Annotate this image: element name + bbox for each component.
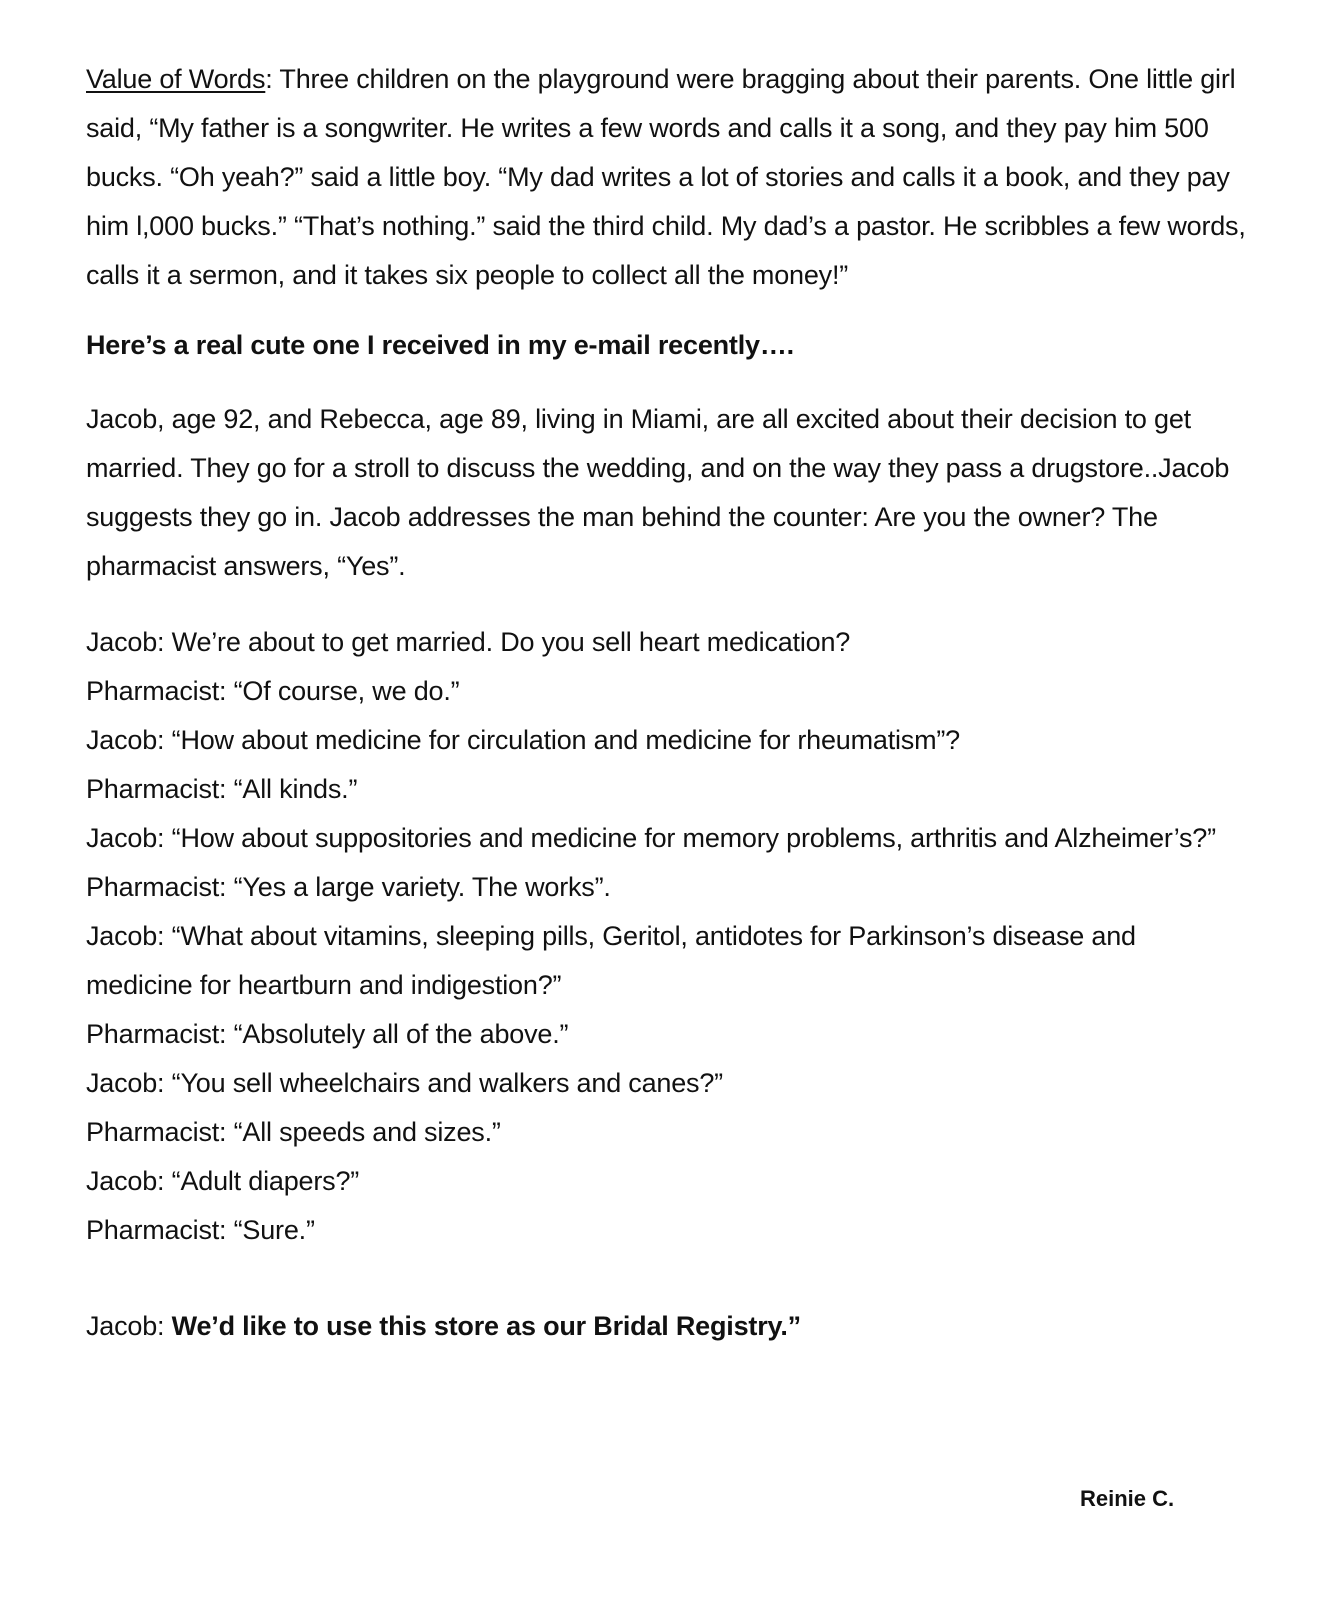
dialogue-line: Pharmacist: “Of course, we do.” — [86, 676, 460, 706]
email-intro-heading: Here’s a real cute one I received in my e-mail recently…. — [86, 330, 794, 360]
dialogue-line: Jacob: “How about medicine for circulation and medicine for rheumatism”? — [86, 725, 961, 755]
story-body: Three children on the playground were bragging about their parents. One little girl said, “My father is a songwriter. He writes a few words and calls it a song, and they pay him 500 bucks. “Oh yeah?” said a little boy. “My dad writes a lot of stories and calls it a book, and they pay him l,000 bucks.” “That’s nothing.” said the third child. My dad’s a pastor. He scribbles a few words, calls it a sermon, and it takes six people to collect all the money!” — [86, 64, 1246, 290]
dialogue-line: Pharmacist: “Sure.” — [86, 1215, 315, 1245]
punchline-text: We’d like to use this store as our Bridal Registry.” — [171, 1311, 801, 1341]
dialogue-line: Jacob: “What about vitamins, sleeping pills, Geritol, antidotes for Parkinson’s disease and medicine for heartburn and indigestion?” — [86, 921, 1136, 1000]
dialogue-line: Pharmacist: “Yes a large variety. The works”. — [86, 872, 611, 902]
dialogue-line: Jacob: “Adult diapers?” — [86, 1166, 360, 1196]
punchline — [86, 1302, 1306, 1351]
dialogue-line: Pharmacist: “All kinds.” — [86, 774, 358, 804]
story-value-of-words — [86, 55, 1276, 300]
dialogue-line: Jacob: “How about suppositories and medicine for memory problems, arthritis and Alzheimer’s?” — [86, 823, 1216, 853]
document-page — [86, 55, 1306, 1351]
story-title-colon: : — [265, 64, 273, 94]
story-jacob-rebecca: Jacob, age 92, and Rebecca, age 89, living in Miami, are all excited about their decision to get married. They go for a stroll to discuss the wedding, and on the way they pass a drugstore..Jacob suggests they go in. Jacob addresses the man behind the counter: Are you the owner? The pharmacist answers, “Yes”. — [86, 404, 1230, 581]
story-title: Value of Words — [86, 64, 266, 94]
dialogue-line: Pharmacist: “All speeds and sizes.” — [86, 1117, 501, 1147]
dialogue — [86, 618, 1306, 1255]
dialogue-line: Jacob: We’re about to get married. Do you sell heart medication? — [86, 627, 851, 657]
punchline-speaker: Jacob: — [86, 1311, 172, 1341]
dialogue-line: Pharmacist: “Absolutely all of the above.” — [86, 1019, 569, 1049]
dialogue-line: Jacob: “You sell wheelchairs and walkers and canes?” — [86, 1068, 723, 1098]
signature: Reinie C. — [1080, 1486, 1175, 1511]
